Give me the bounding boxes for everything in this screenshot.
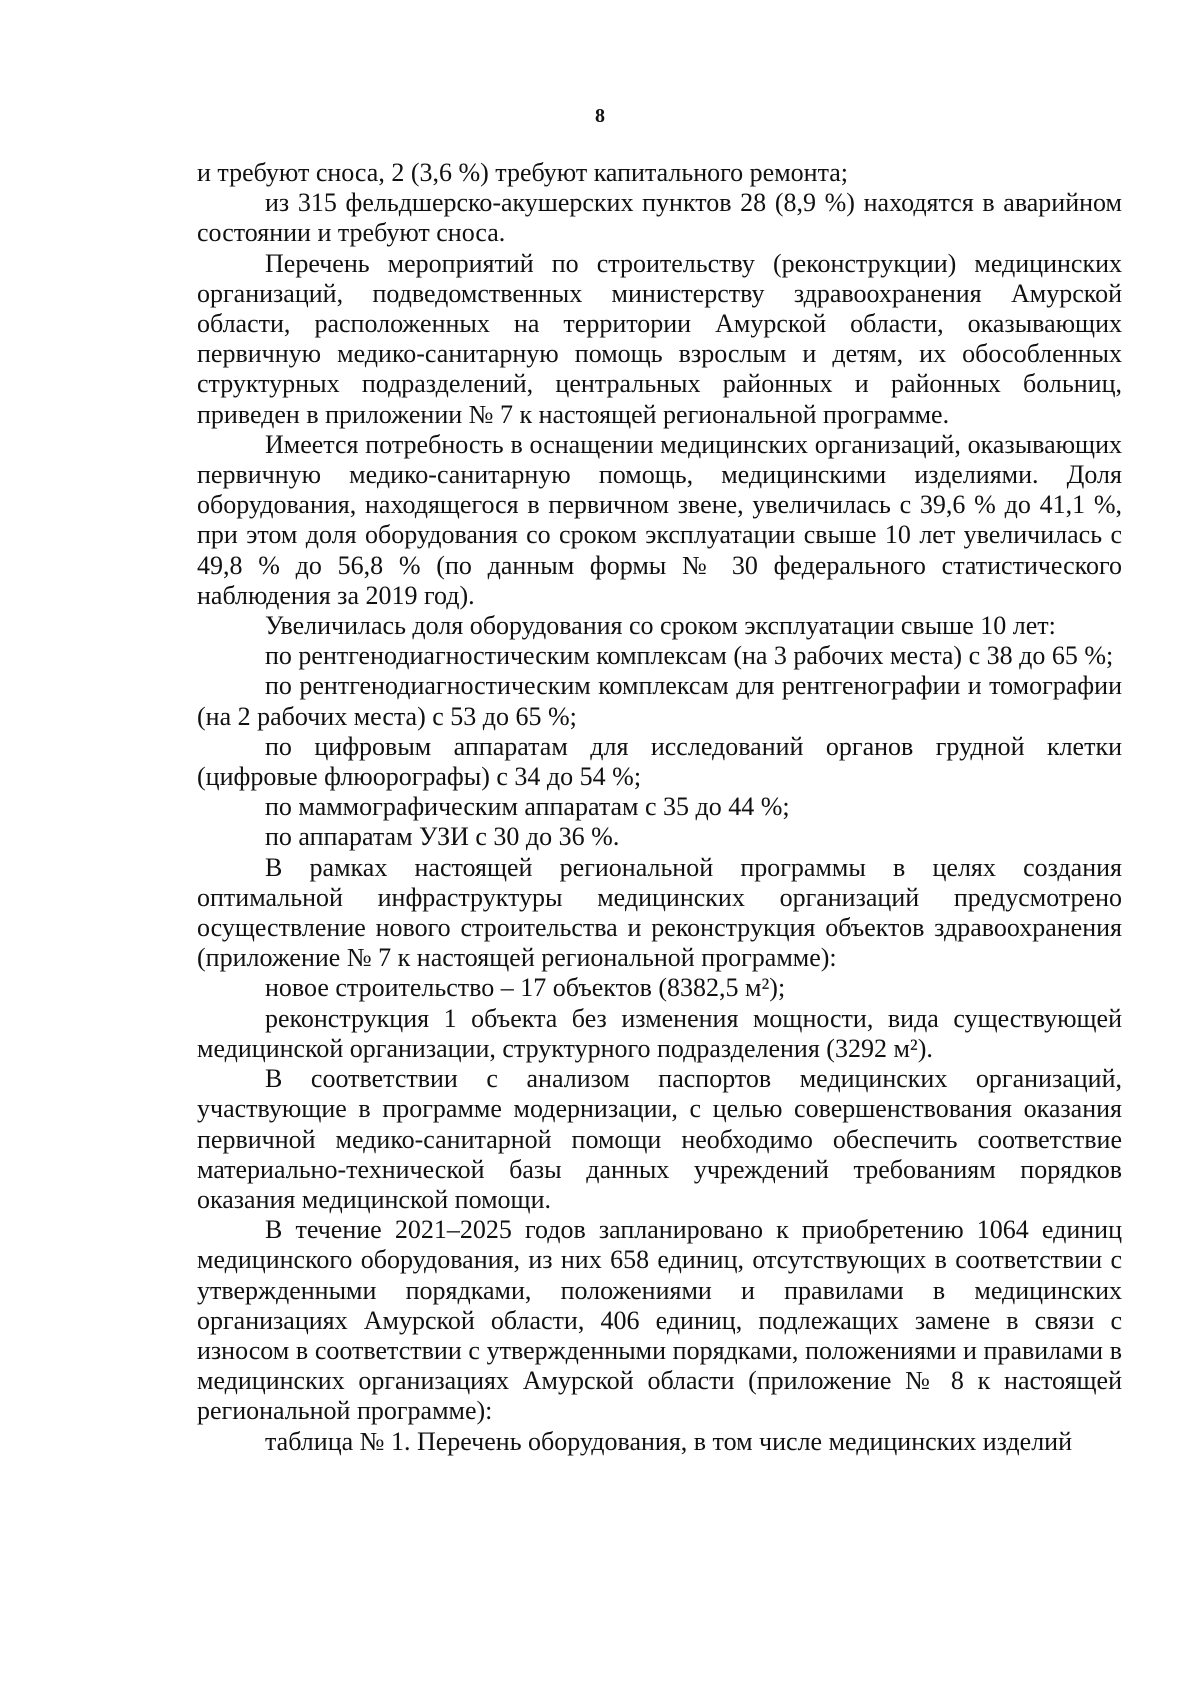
paragraph-15: В течение 2021–2025 годов запланировано к приобретению 1064 единиц медицинского оборудования, из них 658 единиц, отсутствующих в соответствии с утвержденными порядками, положениями и правилами в медицинских организациях Амурской области, 406 единиц, подлежащих замене в связи с износом в соответствии с утвержденными порядками, положениями и правилами в медицинских организациях Амурской области (приложение № 8 к настоящей региональной программе): xyxy=(197,1215,1122,1426)
paragraph-3: Перечень мероприятий по строительству (реконструкции) медицинских организаций, подведомственных министерству здравоохранения Амурской области, расположенных на территории Амурской области, оказывающих первичную медико-санитарную помощь взрослым и детям, их обособленных структурных подразделений, центральных районных и районных больниц, приведен в приложении № 7 к настоящей региональной программе. xyxy=(197,248,1122,429)
paragraph-1: и требуют сноса, 2 (3,6 %) требуют капитального ремонта; xyxy=(197,158,849,187)
page-number: 8 xyxy=(595,105,605,127)
document-body xyxy=(197,158,1122,1457)
paragraph-5: Увеличилась доля оборудования со сроком эксплуатации свыше 10 лет: xyxy=(265,611,1056,641)
paragraph-6: по рентгенодиагностическим комплексам (на 3 рабочих места) с 38 до 65 %; xyxy=(265,641,1114,671)
paragraph-14: В соответствии с анализом паспортов медицинских организаций, участвующие в программе модернизации, с целью совершенствования оказания первичной медико-санитарной помощи необходимо обеспечить соответствие материально-технической базы данных учреждений требованиям порядков оказания медицинской помощи. xyxy=(197,1064,1122,1214)
paragraph-2: из 315 фельдшерско-акушерских пунктов 28 (8,9 %) находятся в аварийном состоянии и требуют сноса. xyxy=(197,188,1122,248)
paragraph-11: В рамках настоящей региональной программы в целях создания оптимальной инфраструктуры медицинских организаций предусмотрено осуществление нового строительства и реконструкция объектов здравоохранения (приложение № 7 к настоящей региональной программе): xyxy=(197,852,1122,973)
paragraph-13: реконструкция 1 объекта без изменения мощности, вида существующей медицинской организации, структурного подразделения (3292 м²). xyxy=(197,1003,1122,1063)
paragraph-9: по маммографическим аппаратам с 35 до 44 %; xyxy=(265,792,790,822)
paragraph-4: Имеется потребность в оснащении медицинских организаций, оказывающих первичную медико-санитарную помощь, медицинскими изделиями. Доля оборудования, находящегося в первичном звене, увеличилась с 39,6 % до 41,1 %, при этом доля оборудования со сроком эксплуатации свыше 10 лет увеличилась с 49,8 % до 56,8 % (по данным формы № 30 федерального статистического наблюдения за 2019 год). xyxy=(197,429,1122,610)
paragraph-8: по цифровым аппаратам для исследований органов грудной клетки (цифровые флюорографы) с 34 до 54 %; xyxy=(197,731,1122,792)
paragraph-12: новое строительство – 17 объектов (8382,5 м²); xyxy=(265,973,786,1003)
paragraph-16: таблица № 1. Перечень оборудования, в том числе медицинских изделий xyxy=(265,1426,1072,1456)
paragraph-7: по рентгенодиагностическим комплексам для рентгенографии и томографии (на 2 рабочих места) с 53 до 65 %; xyxy=(197,671,1122,731)
paragraph-10: по аппаратам УЗИ с 30 до 36 %. xyxy=(265,822,620,852)
